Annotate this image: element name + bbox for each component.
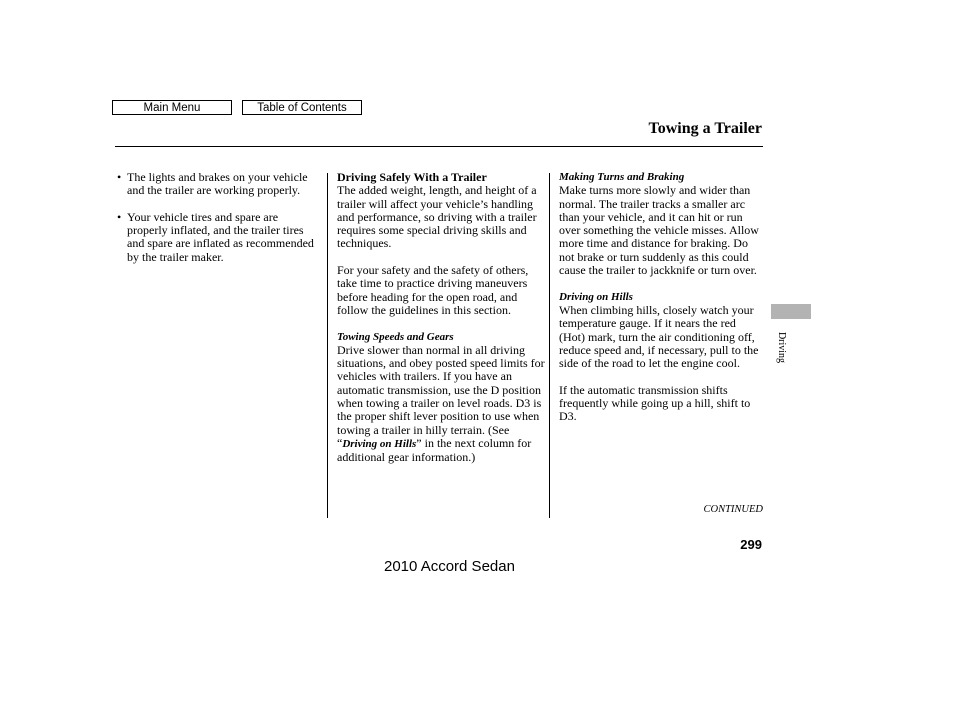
subsection-heading: Making Turns and Braking xyxy=(559,171,685,183)
paragraph: The added weight, length, and height of a trailer will affect your vehicle’s handling and performance, so driving with a trailer requires some special driving skills and techniques. xyxy=(337,183,537,251)
section-side-label: Driving xyxy=(776,331,788,364)
footer-model-name: 2010 Accord Sedan xyxy=(384,558,515,575)
subsection-heading: Driving on Hills xyxy=(559,290,633,303)
section-tab xyxy=(771,304,811,319)
bullet-text: Your vehicle tires and spare are properly inflated, and the trailer tires and spare are inflated as recommended by the trailer maker. xyxy=(127,209,314,264)
table-of-contents-button[interactable]: Table of Contents xyxy=(242,100,362,115)
continued-label: CONTINUED xyxy=(703,504,763,515)
paragraph: For your safety and the safety of others, take time to practice driving maneuvers before heading for the open road, and follow the guidelines in this section. xyxy=(337,263,529,317)
paragraph-text: Drive slower than normal in all driving situations, and obey posted speed limits for vehicles with trailers. If you have an automatic transmission, use the D position when towing a trailer on level roads. D3 is the proper shift lever position to use when towing a trailer in hilly terrain. (See “ xyxy=(337,342,545,450)
bullet-icon: • xyxy=(117,209,122,224)
column-divider xyxy=(327,173,328,518)
list-item xyxy=(117,211,319,264)
column-middle xyxy=(337,171,545,465)
cross-reference-link[interactable]: Driving on Hills xyxy=(342,437,417,450)
paragraph: When climbing hills, closely watch your temperature gauge. If it nears the red (Hot) mark, turn the air conditioning off, reduce speed and, if necessary, pull to the side of the road to let the engine cool. xyxy=(559,302,759,371)
main-menu-button[interactable]: Main Menu xyxy=(112,100,232,115)
list-item xyxy=(117,171,319,198)
section-heading: Driving Safely With a Trailer xyxy=(337,170,487,184)
column-right xyxy=(559,171,764,424)
column-left xyxy=(117,171,319,277)
bullet-icon: • xyxy=(117,170,122,184)
bullet-text: The lights and brakes on your vehicle and the trailer are working properly. xyxy=(127,170,308,198)
page-title: Towing a Trailer xyxy=(648,120,762,137)
page-number: 299 xyxy=(740,537,762,552)
paragraph xyxy=(337,344,545,465)
title-divider xyxy=(115,146,763,147)
paragraph: If the automatic transmission shifts frequently while going up a hill, shift to D3. xyxy=(559,382,751,424)
column-divider xyxy=(549,173,550,518)
subsection-heading: Towing Speeds and Gears xyxy=(337,330,454,343)
paragraph-text: ” in the next column for additional gear information.) xyxy=(337,435,532,465)
paragraph: Make turns more slowly and wider than normal. The trailer tracks a smaller arc than your vehicle, and it can hit or run over something the vehicle misses. Allow more time and distance for braking. Do not brake or turn suddenly as this could cause the trailer to jackknife or turn over. xyxy=(559,183,759,278)
